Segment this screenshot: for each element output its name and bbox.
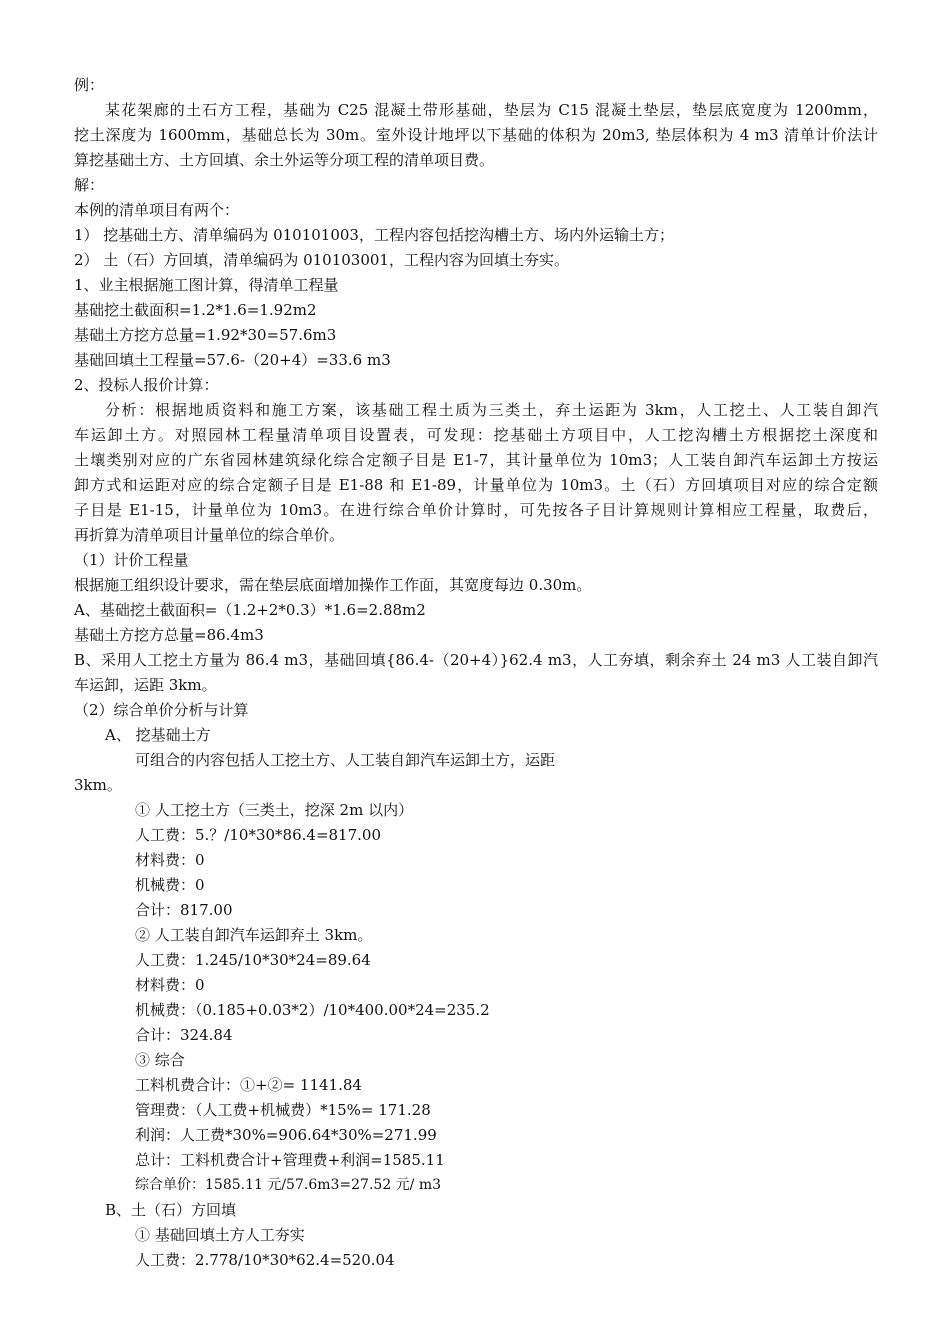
text-line: 3km。 (74, 776, 122, 794)
calc-line: 基础土方挖方总量=1.92*30=57.6m3 (74, 326, 337, 344)
calc-line: A、基础挖土截面积=（1.2+2*0.3）*1.6=2.88m2 (74, 601, 426, 619)
cost-line: 总计：工料机费合计+管理费+利润=1585.11 (135, 1151, 445, 1169)
problem-paragraph-line: 某花架廊的土石方工程，基础为 C25 混凝土带形基础，垫层为 C15 混凝土垫层，垫层底宽度为 1200mm， (105, 101, 878, 119)
cost-item-heading: ② 人工装自卸汽车运卸弃土 3km。 (135, 926, 373, 944)
text-line: 本例的清单项目有两个： (74, 201, 240, 219)
cost-line: 人工费：5.？/10*30*86.4=817.00 (135, 826, 381, 844)
calc-line: 基础挖土截面积=1.2*1.6=1.92m2 (74, 301, 317, 319)
list-item: 1） 挖基础土方、清单编码为 010101003，工程内容包括挖沟槽土方、场内外运输土方； (74, 226, 674, 244)
analysis-paragraph-line: 再折算为清单项目计量单位的综合单价。 (74, 526, 345, 544)
subsection-heading: （2）综合单价分析与计算 (74, 701, 249, 719)
cost-item-heading: ① 基础回填土方人工夯实 (135, 1226, 305, 1244)
section-heading: 2、投标人报价计算： (74, 376, 219, 394)
analysis-paragraph-line: 土壤类别对应的广东省园林建筑绿化综合定额子目是 E1-7，其计量单位为 10m3；人工装自卸汽车运卸土方按运 (74, 451, 878, 469)
item-heading: A、 挖基础土方 (105, 726, 211, 744)
example-label: 例： (74, 76, 105, 94)
text-line: 可组合的内容包括人工挖土方、人工装自卸汽车运卸土方，运距 (135, 751, 556, 769)
text-line: B、采用人工挖土方量为 86.4 m3，基础回填{86.4-（20+4）}62.4 m3，人工夯填，剩余弃土 24 m3 人工装自卸汽 (74, 651, 878, 669)
cost-line: 机械费：（0.185+0.03*2）/10*400.00*24=235.2 (135, 1001, 490, 1019)
unit-price-line: 综合单价：1585.11 元/57.6m3=27.52 元/ m3 (135, 1177, 442, 1193)
cost-line: 合计：817.00 (135, 901, 233, 919)
cost-line: 机械费：0 (135, 876, 205, 894)
analysis-paragraph-line: 子目是 E1-15，计量单位为 10m3。在进行综合单价计算时，可先按各子目计算规则计算相应工程量，取费后， (74, 501, 878, 519)
problem-paragraph-line: 挖土深度为 1600mm，基础总长为 30m。室外设计地坪以下基础的体积为 20m3, 垫层体积为 4 m3 清单计价法计 (74, 126, 878, 144)
calc-line: 基础土方挖方总量=86.4m3 (74, 626, 264, 644)
subsection-heading: （1）计价工程量 (74, 551, 189, 569)
cost-line: 材料费：0 (135, 851, 205, 869)
section-heading: 1、业主根据施工图计算，得清单工程量 (74, 276, 339, 294)
analysis-paragraph-line: 车运卸土方。对照园林工程量清单项目设置表，可发现：挖基础土方项目中，人工挖沟槽土方根据挖土深度和 (74, 426, 878, 444)
cost-item-heading: ① 人工挖土方（三类土，挖深 2m 以内） (135, 801, 414, 819)
item-heading: B、土（石）方回填 (105, 1201, 237, 1219)
cost-line: 利润：人工费*30%=906.64*30%=271.99 (135, 1126, 437, 1144)
cost-line: 合计：324.84 (135, 1026, 233, 1044)
calc-line: 基础回填土工程量=57.6-（20+4）=33.6 m3 (74, 351, 391, 369)
problem-paragraph-line: 算挖基础土方、土方回填、余土外运等分项工程的清单项目费。 (74, 151, 495, 169)
text-line: 车运卸，运距 3km。 (74, 676, 217, 694)
list-item: 2） 土（石）方回填，清单编码为 010103001，工程内容为回填土夯实。 (74, 251, 569, 269)
cost-line: 人工费：1.245/10*30*24=89.64 (135, 951, 371, 969)
analysis-paragraph-line: 分析：根据地质资料和施工方案，该基础工程土质为三类土，弃土运距为 3km，人工挖土、人工装自卸汽 (105, 401, 878, 419)
text-line: 根据施工组织设计要求，需在垫层底面增加操作工作面，其宽度每边 0.30m。 (74, 576, 592, 594)
analysis-paragraph-line: 卸方式和运距对应的综合定额子目是 E1-88 和 E1-89，计量单位为 10m3。土（石）方回填项目对应的综合定额 (74, 476, 878, 494)
cost-line: 人工费：2.778/10*30*62.4=520.04 (135, 1251, 395, 1269)
cost-line: 管理费：（人工费+机械费）*15%= 171.28 (135, 1101, 431, 1119)
cost-line: 材料费：0 (135, 976, 205, 994)
solution-label: 解： (74, 176, 105, 194)
cost-line: 工料机费合计：①+②= 1141.84 (135, 1076, 362, 1094)
cost-item-heading: ③ 综合 (135, 1051, 185, 1069)
